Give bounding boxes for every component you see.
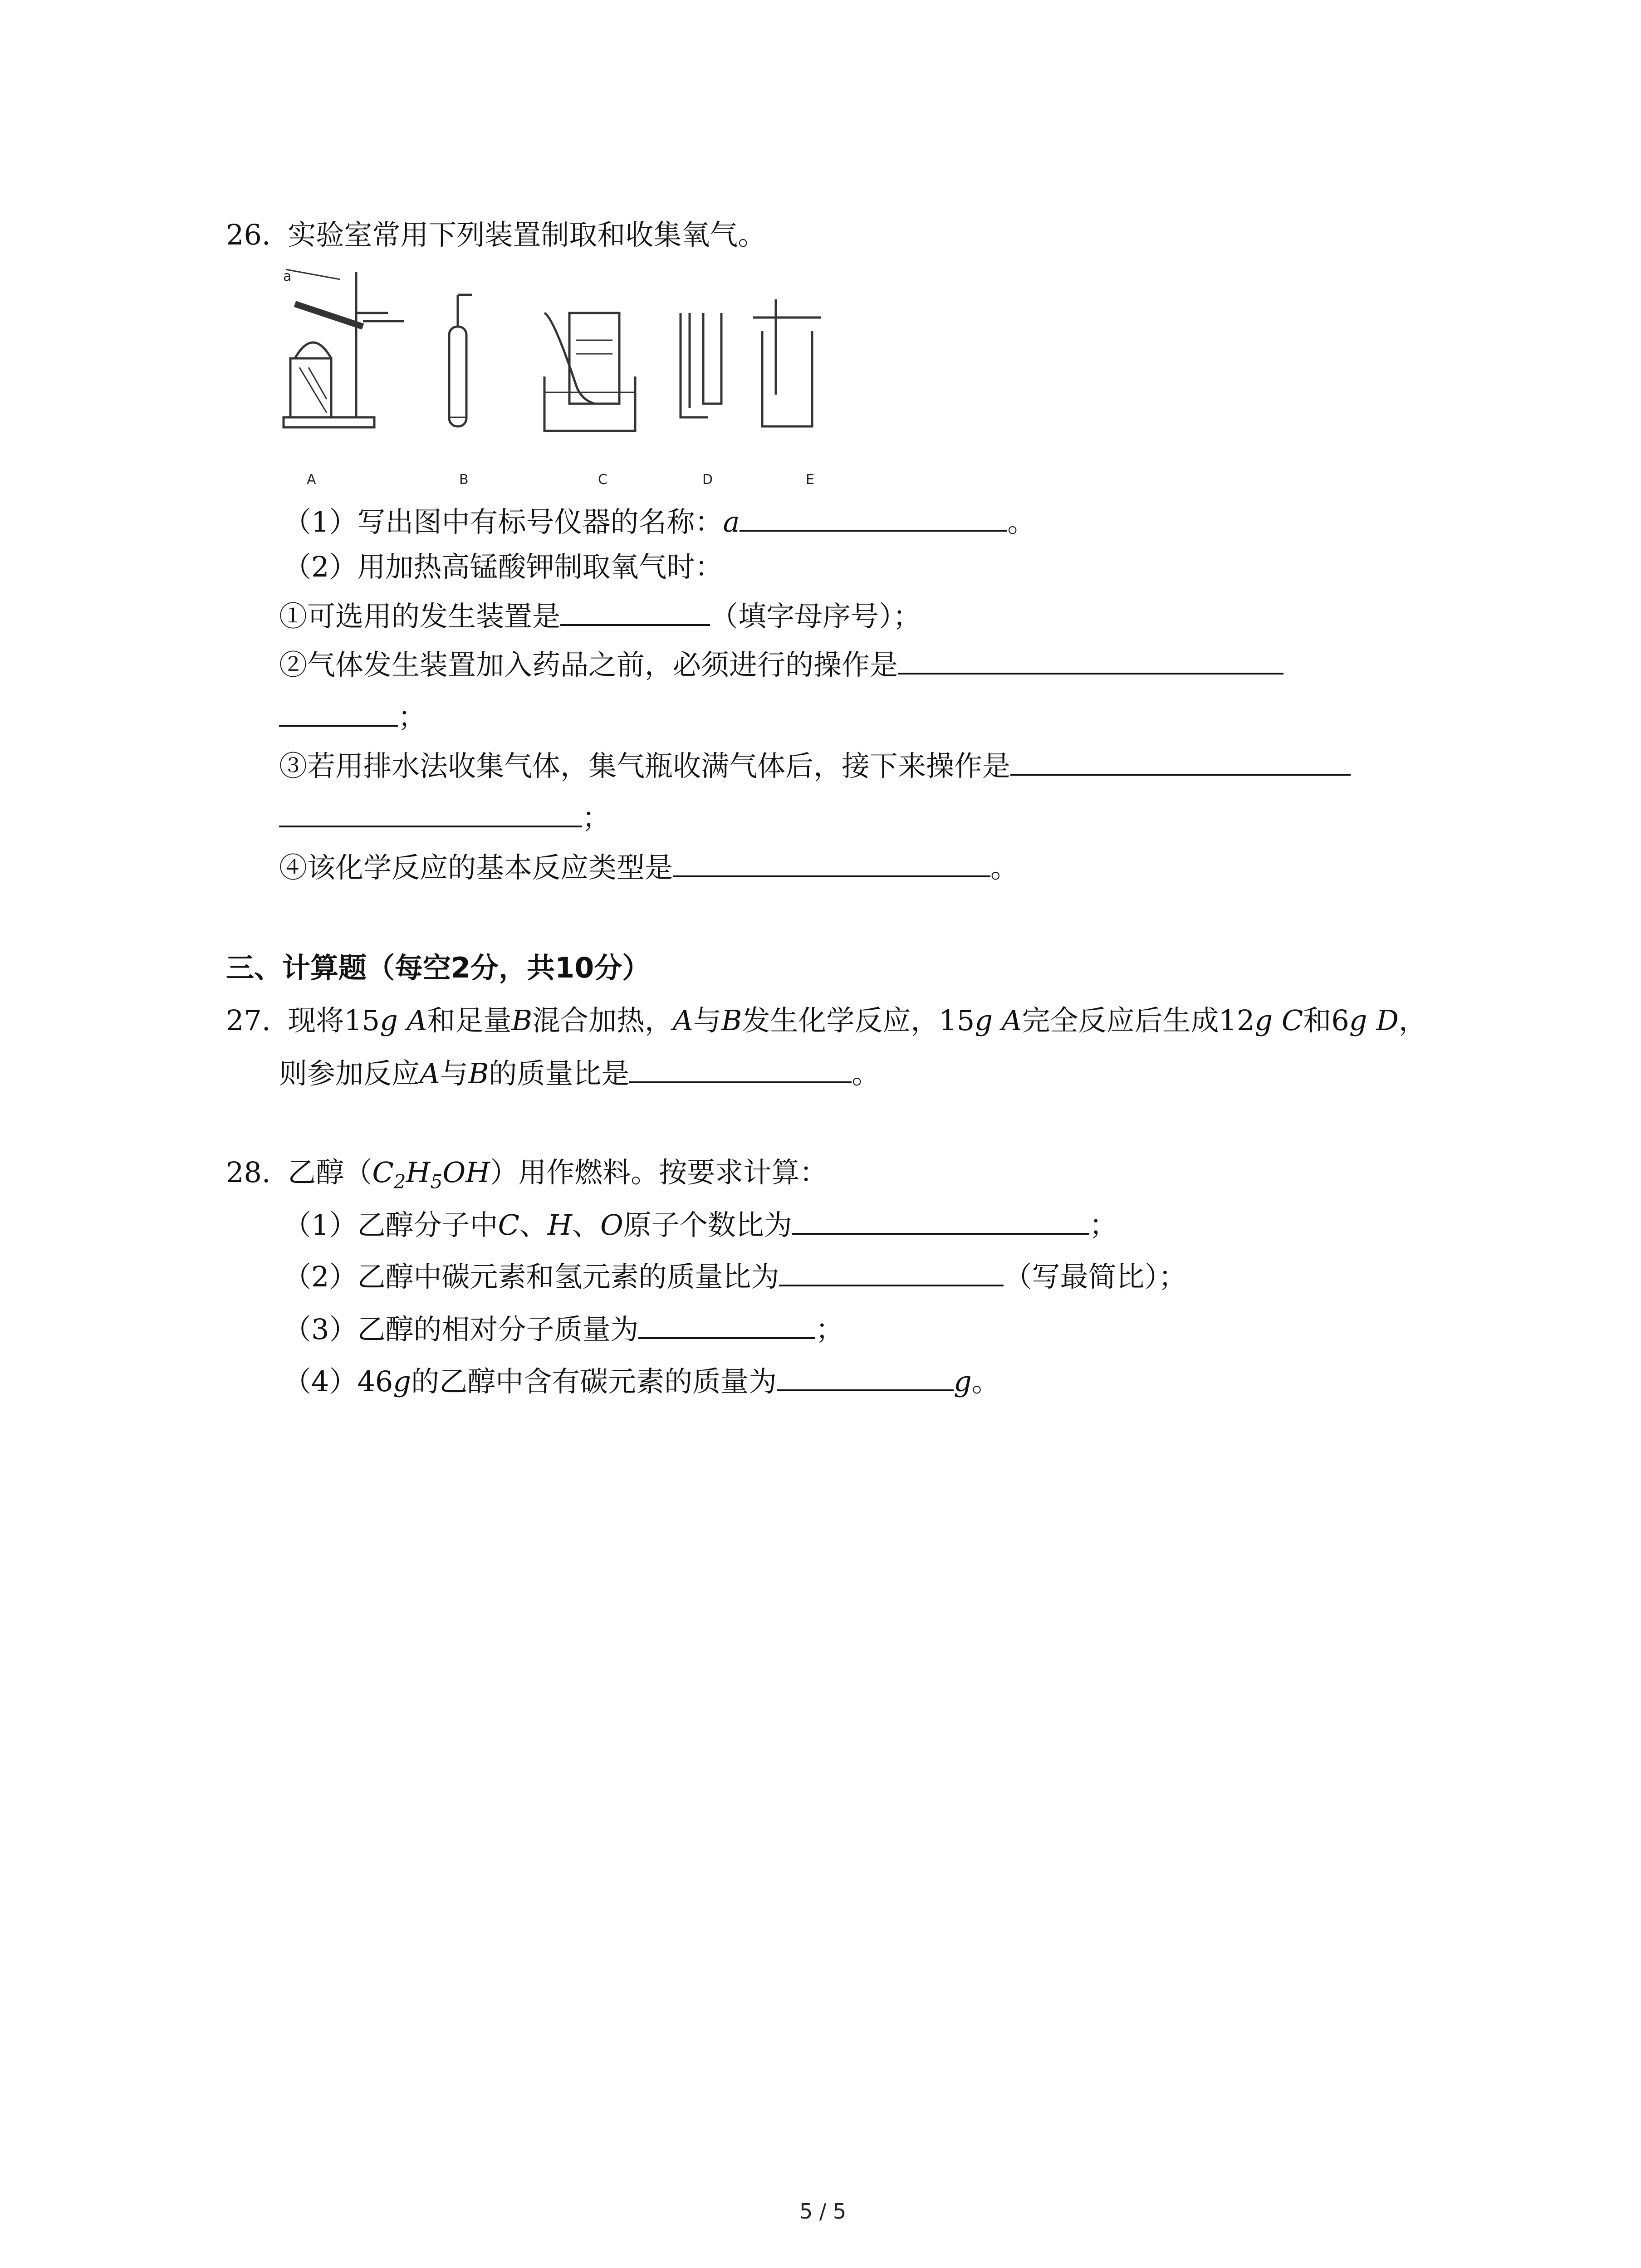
- answer-blank[interactable]: [560, 598, 710, 626]
- q26-sub2-cont: ；: [279, 699, 426, 735]
- answer-blank[interactable]: [740, 503, 1007, 532]
- figure-label-e: E: [806, 472, 814, 488]
- apparatus-d: [681, 313, 721, 417]
- question-number: 26.: [226, 218, 271, 251]
- apparatus-a: [284, 269, 404, 427]
- q26-sub1: ①可选用的发生装置是 （填字母序号）；: [279, 598, 921, 635]
- section-title: 三、计算题（每空2分，共10分）: [226, 951, 651, 984]
- question-text: 实验室常用下列装置制取和收集氧气。: [288, 218, 766, 251]
- q26-sub4: ④该化学反应的基本反应类型是 。: [279, 849, 1019, 886]
- q26-sub3: ③若用排水法收集气体，集气瓶收满气体后，接下来操作是: [279, 748, 1351, 784]
- q26-stem: [226, 217, 766, 253]
- answer-blank[interactable]: [779, 1258, 1004, 1286]
- q28-part2: （2）乙醇中碳元素和氢元素的质量比为 （写最简比）；: [283, 1258, 1186, 1295]
- page-number: 5 / 5: [799, 2199, 847, 2224]
- q28-part3: （3）乙醇的相对分子质量为 ；: [283, 1311, 843, 1348]
- apparatus-c: [544, 313, 635, 431]
- answer-blank[interactable]: [777, 1363, 954, 1391]
- question-number: 27.: [226, 1004, 271, 1037]
- figure-label-a: A: [307, 472, 316, 488]
- figure-label-c: C: [598, 472, 607, 488]
- figure-label-b: B: [459, 472, 469, 488]
- chemical-formula: $C_2H_5OH$: [372, 1156, 490, 1193]
- answer-blank[interactable]: [638, 1311, 815, 1339]
- q26-sub3-cont: ；: [279, 799, 610, 836]
- label-a-marker: a: [283, 269, 292, 284]
- answer-blank[interactable]: [1010, 748, 1351, 776]
- apparatus-b: [449, 295, 472, 426]
- q28-stem: 28. 乙醇$(C_2H_5OH)$用作燃料。按要求计算：: [226, 1156, 828, 1193]
- answer-blank[interactable]: [792, 1207, 1089, 1235]
- q27-line1: 27. 现将15g A和足量B混合加热，A与B发生化学反应，15g A完全反应后生成12g C和6g D，: [226, 1004, 1427, 1037]
- figure-label-d: D: [702, 472, 713, 488]
- q26-sub2: ②气体发生装置加入药品之前，必须进行的操作是: [279, 646, 1283, 683]
- q27-line2: 则参加反应A与B的质量比是 。: [279, 1055, 880, 1092]
- answer-blank[interactable]: [673, 849, 990, 877]
- q26-part2: （2）用加热高锰酸钾制取氧气时：: [283, 550, 723, 583]
- question-number: 28.: [226, 1156, 271, 1189]
- q28-part1: （1）乙醇分子中C、H、O原子个数比为 ；: [283, 1207, 1117, 1243]
- answer-blank[interactable]: [629, 1055, 852, 1083]
- q26-part1: （1）写出图中有标号仪器的名称：a 。: [283, 503, 1035, 540]
- answer-blank[interactable]: [279, 699, 398, 727]
- apparatus-figure: [272, 263, 839, 499]
- q28-part4: （4）46g的乙醇中含有碳元素的质量为 g。: [283, 1363, 1000, 1400]
- apparatus-e: [753, 299, 821, 426]
- answer-blank[interactable]: [279, 799, 582, 827]
- answer-blank[interactable]: [898, 646, 1283, 675]
